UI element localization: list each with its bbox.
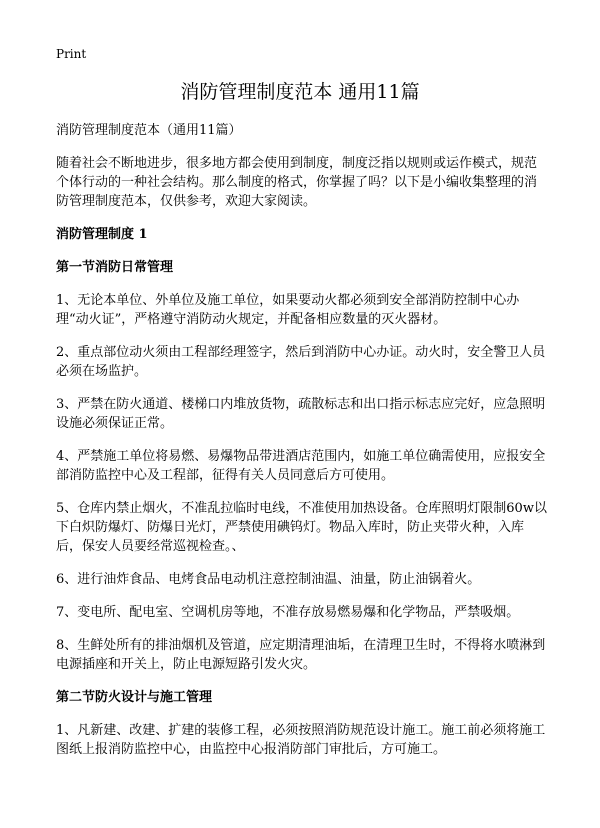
document-subtitle: 消防管理制度范本（通用11篇）	[56, 123, 242, 138]
part-heading: 第一节消防日常管理	[56, 260, 174, 275]
rule-item: 2、重点部位动火须由工程部经理签字，然后到消防中心办证。动火时，安全警卫人员必须在场监护。	[56, 345, 546, 379]
rule-item: 1、无论本单位、外单位及施工单位，如果要动火都必须到安全部消防控制中心办理“动火证”，严格遵守消防动火规定，并配备相应数量的灭火器材。	[56, 293, 520, 327]
part-heading: 第二节防火设计与施工管理	[56, 690, 213, 705]
document-title: 消防管理制度范本 通用11篇	[180, 81, 420, 103]
intro-paragraph: 随着社会不断地进步，很多地方都会使用到制度，制度泛指以规则或运作模式，规范个体行动的一种社会结构。那么制度的格式，你掌握了吗？以下是小编收集整理的消防管理制度范本，仅供参考，欢迎大家阅读。	[56, 156, 538, 209]
section-heading: 消防管理制度 1	[56, 227, 148, 242]
rule-item: 7、变电所、配电室、空调机房等地，不准存放易燃易爆和化学物品，严禁吸烟。	[56, 605, 520, 620]
document-body	[56, 121, 548, 773]
rule-item: 5、仓库内禁止烟火，不准乱拉临时电线，不准使用加热设备。仓库照明灯限制60w以下白炽防爆灯、防爆日光灯，严禁使用碘钨灯。物品入库时，防止夹带火种，入库后，保安人员要经常巡视检查。、	[56, 501, 547, 554]
rule-item: 1、凡新建、改建、扩建的装修工程，必须按照消防规范设计施工。施工前必须将施工图纸上报消防监控中心，由监控中心报消防部门审批后，方可施工。	[56, 723, 546, 757]
rule-item: 4、严禁施工单位将易燃、易爆物品带进酒店范围内，如施工单位确需使用，应报安全部消防监控中心及工程部，征得有关人员同意后方可使用。	[56, 449, 546, 483]
rule-item: 6、进行油炸食品、电烤食品电动机注意控制油温、油量，防止油锅着火。	[56, 572, 481, 587]
rule-item: 8、生鲜处所有的排油烟机及管道，应定期清理油垢，在清理卫生时，不得将水喷淋到电源插座和开关上，防止电源短路引发火灾。	[56, 638, 546, 672]
rule-item: 3、严禁在防火通道、楼梯口内堆放货物，疏散标志和出口指示标志应完好，应急照明设施必须保证正常。	[56, 397, 546, 431]
print-label: Print	[56, 47, 87, 61]
